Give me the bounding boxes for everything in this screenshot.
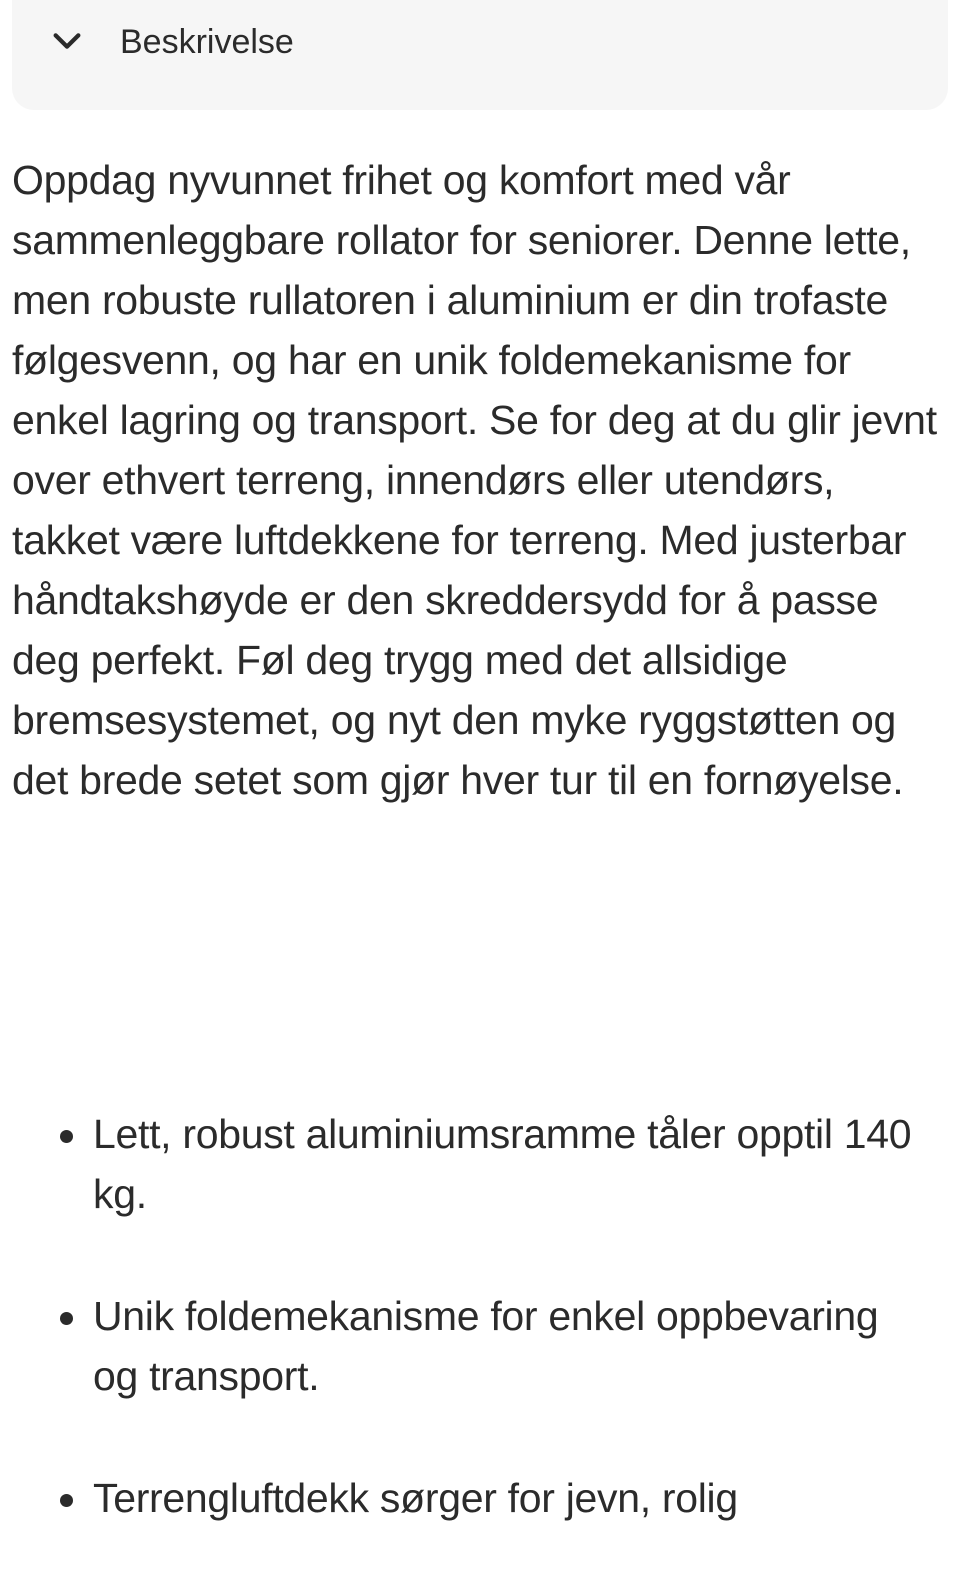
feature-list — [0, 1104, 960, 1590]
product-description: Oppdag nyvunnet frihet og komfort med vår sammenleggbare rollator for seniorer. Denne lette, men robuste rullatoren i aluminium er din trofaste følgesvenn, og har en unik foldemekanisme for enkel lagring og transport. Se for deg at du glir jevnt over ethvert terreng, innendørs eller utendørs, takket være luftdekkene for terreng. Med justerbar håndtakshøyde er den skreddersydd for å passe deg perfekt. Føl deg trygg med det allsidige bremsesystemet, og nyt den myke ryggstøtten og det brede setet som gjør hver tur til en fornøyelse. — [12, 157, 937, 803]
feature-text: Terrengluftdekk sørger for jevn, rolig — [93, 1475, 738, 1521]
feature-item — [0, 1286, 960, 1406]
feature-text: Unik foldemekanisme for enkel oppbevaring og transport. — [93, 1293, 879, 1399]
feature-item — [0, 1104, 960, 1224]
feature-item — [0, 1468, 960, 1528]
chevron-down-icon — [50, 24, 84, 58]
description-accordion-header[interactable] — [12, 0, 948, 110]
bullet-icon — [60, 1130, 73, 1143]
bullet-icon — [60, 1494, 73, 1507]
accordion-title: Beskrivelse — [120, 23, 294, 61]
feature-text: Lett, robust aluminiumsramme tåler opptil 140 kg. — [93, 1111, 912, 1217]
bullet-icon — [60, 1312, 73, 1325]
